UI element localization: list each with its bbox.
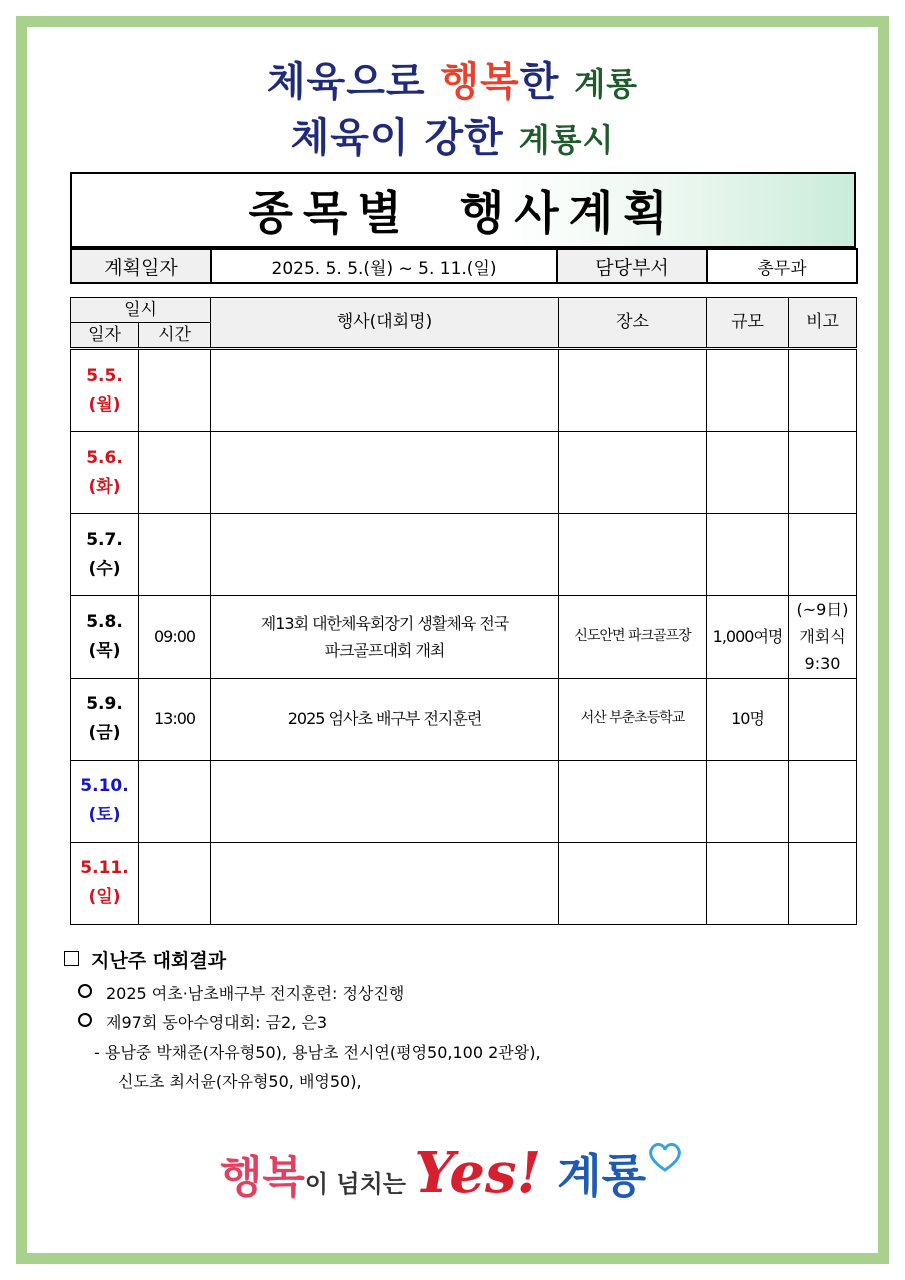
plan-date-value: 2025. 5. 5.(월) ~ 5. 11.(일) [211, 249, 557, 283]
row-note [789, 678, 857, 760]
results-title: 지난주 대회결과 [64, 946, 844, 973]
row-scale [707, 842, 789, 924]
row-date: 5.6. (화) [71, 432, 139, 514]
row-event [211, 514, 559, 596]
table-row [71, 349, 857, 432]
square-bullet-icon [64, 951, 79, 966]
row-note: (~9日) 개회식 9:30 [789, 596, 857, 679]
row-place [559, 432, 707, 514]
row-date: 5.10. (토) [71, 760, 139, 842]
row-scale: 1,000여명 [707, 596, 789, 679]
page-title: 종목별 행사계획 [248, 186, 678, 240]
table-row [71, 596, 857, 679]
row-time: 13:00 [139, 678, 211, 760]
row-event [211, 349, 559, 432]
row-time: 09:00 [139, 596, 211, 679]
header-place: 장소 [559, 298, 707, 349]
header-datetime: 일시 [71, 298, 211, 323]
circle-bullet-icon [78, 984, 92, 998]
results-item: 2025 여초·남초배구부 전지훈련: 정상진행 [78, 981, 844, 1004]
plan-date-label: 계획일자 [71, 249, 211, 283]
row-place [559, 514, 707, 596]
row-scale [707, 760, 789, 842]
row-place [559, 349, 707, 432]
row-place [559, 760, 707, 842]
row-time [139, 349, 211, 432]
row-note [789, 514, 857, 596]
row-date: 5.7. (수) [71, 514, 139, 596]
bottom-logo: 행복이 넘치는 Yes! 계룡 [0, 1140, 905, 1230]
row-date: 5.11. (일) [71, 842, 139, 924]
table-row [71, 760, 857, 842]
schedule-table [70, 297, 857, 925]
row-event [211, 842, 559, 924]
row-date: 5.9. (금) [71, 678, 139, 760]
results-sub-line: - 용남중 박채준(자유형50), 용남초 전시연(평영50,100 2관왕), [94, 1043, 541, 1062]
header-event: 행사(대회명) [211, 298, 559, 349]
row-event: 제13회 대한체육회장기 생활체육 전국 파크골프대회 개최 [211, 596, 559, 679]
row-scale [707, 432, 789, 514]
table-row [71, 842, 857, 924]
row-event: 2025 엄사초 배구부 전지훈련 [211, 678, 559, 760]
row-event [211, 760, 559, 842]
table-row [71, 678, 857, 760]
table-row [71, 432, 857, 514]
row-event [211, 432, 559, 514]
row-note [789, 760, 857, 842]
results-section [64, 946, 844, 1097]
title-box [70, 172, 856, 248]
slogan-line-1: 체육으로 행복한 계룡 [266, 59, 639, 105]
header-time: 시간 [139, 323, 211, 349]
row-place: 서산 부춘초등학교 [559, 678, 707, 760]
row-date: 5.5. (월) [71, 349, 139, 432]
row-scale [707, 514, 789, 596]
row-note [789, 349, 857, 432]
row-scale [707, 349, 789, 432]
row-time [139, 514, 211, 596]
results-item: 제97회 동아수영대회: 금2, 은3 [78, 1010, 844, 1033]
slogan-line-2: 체육이 강한 계룡시 [290, 115, 615, 161]
heart-icon [645, 1140, 685, 1178]
circle-bullet-icon [78, 1013, 92, 1027]
header-note: 비고 [789, 298, 857, 349]
row-note [789, 842, 857, 924]
row-place: 신도안면 파크골프장 [559, 596, 707, 679]
dept-label: 담당부서 [557, 249, 707, 283]
row-date: 5.8. (목) [71, 596, 139, 679]
header-date: 일자 [71, 323, 139, 349]
table-row [71, 514, 857, 596]
row-time [139, 760, 211, 842]
row-scale: 10명 [707, 678, 789, 760]
row-note [789, 432, 857, 514]
header-scale: 규모 [707, 298, 789, 349]
dept-value: 총무과 [707, 249, 857, 283]
row-time [139, 432, 211, 514]
results-sub-line: 신도초 최서윤(자유형50, 배영50), [118, 1071, 362, 1091]
row-place [559, 842, 707, 924]
info-table [70, 248, 858, 284]
row-time [139, 842, 211, 924]
